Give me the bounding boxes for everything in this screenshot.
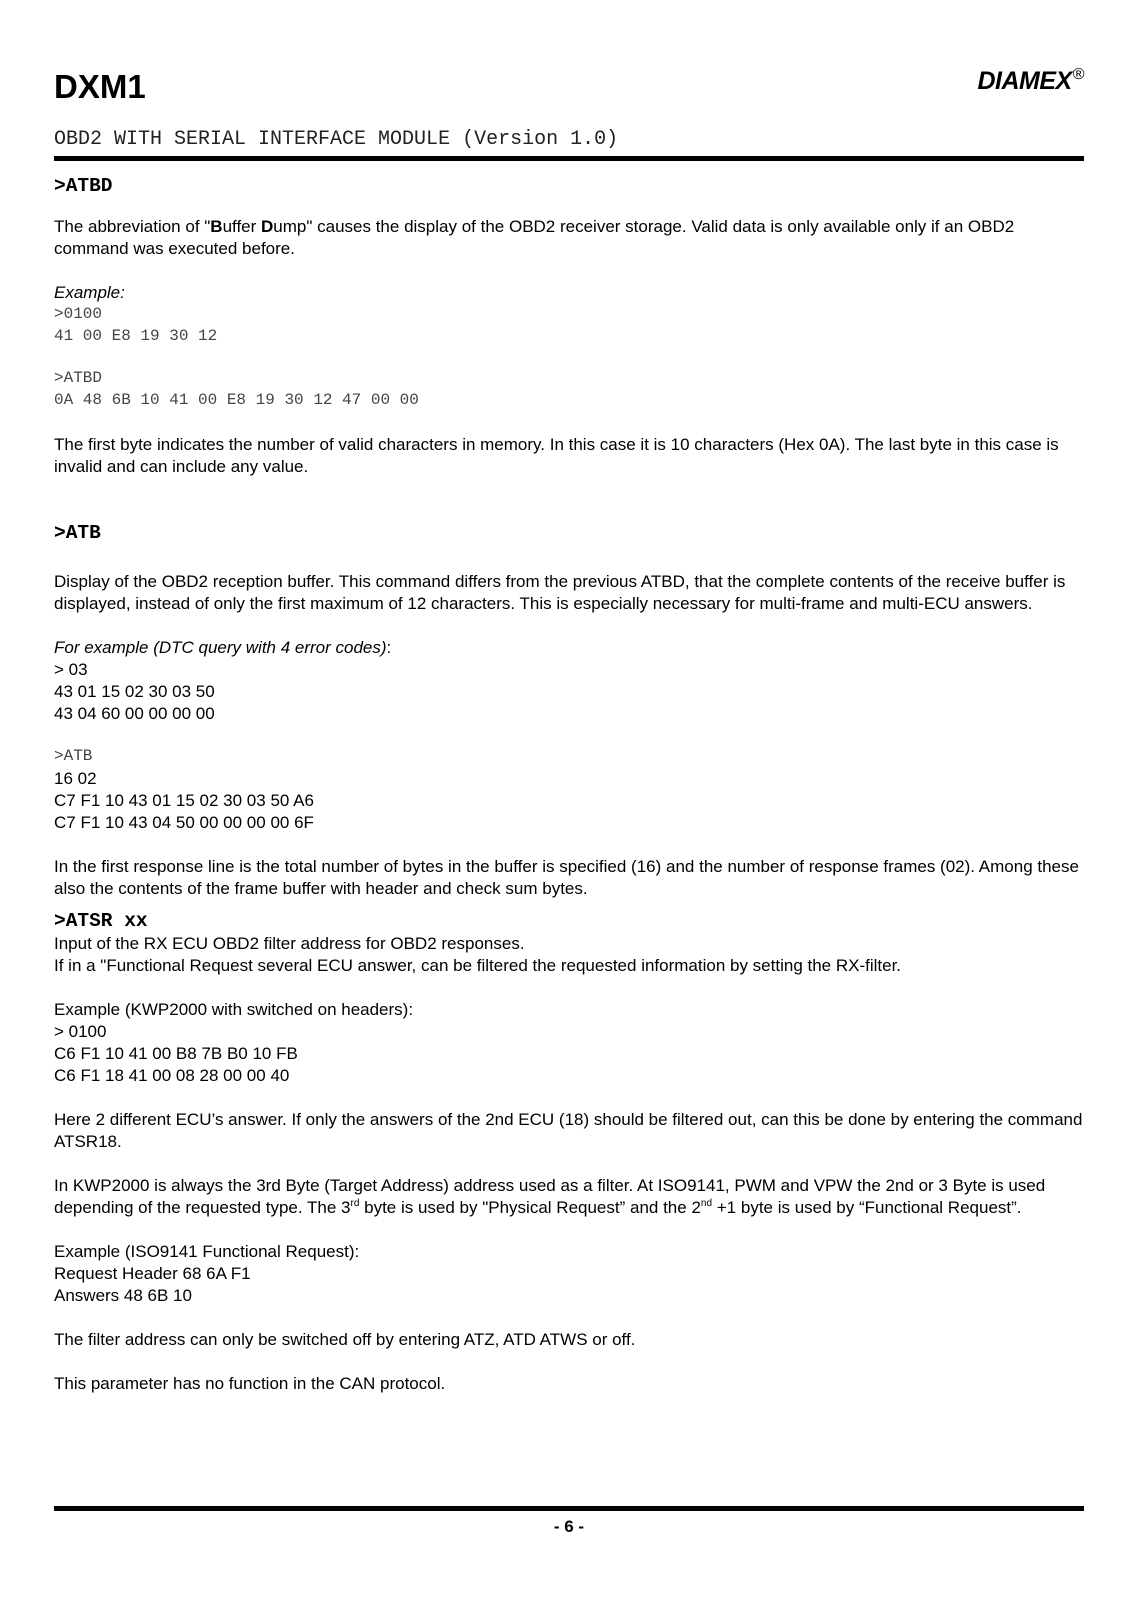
atsr-line: Input of the RX ECU OBD2 filter address for OBD2 responses. <box>54 933 525 953</box>
atb-example-label: For example (DTC query with 4 error codes): <box>54 638 392 657</box>
brand-logo <box>977 66 1084 96</box>
document-subtitle: OBD2 WITH SERIAL INTERFACE MODULE (Version 1.0) <box>54 128 619 151</box>
atb-response-line: 16 02 <box>54 768 97 788</box>
atb-example-line: 43 04 60 00 00 00 00 <box>54 704 215 723</box>
atsr-paragraph: Here 2 different ECU’s answer. If only the answers of the 2nd ECU (18) should be filtered out, can this be done by entering the command ATSR18. <box>54 1109 1083 1151</box>
atbd-code-line: 0A 48 6B 10 41 00 E8 19 30 12 47 00 00 <box>54 390 419 409</box>
document-page <box>54 0 1084 1600</box>
atsr-example2-line: Request Header 68 6A F1 <box>54 1263 251 1283</box>
atbd-description: The abbreviation of "Buffer Dump" causes the display of the OBD2 receiver storage. Valid data is only available only if an OBD2 command was executed before. <box>54 217 1015 258</box>
registered-mark: ® <box>1072 66 1084 83</box>
atb-example-line: > 03 <box>54 660 88 679</box>
atbd-note: The first byte indicates the number of valid characters in memory. In this case it is 10 characters (Hex 0A). The last byte in this case is invalid and can include any value. <box>54 435 1059 476</box>
section-heading-atsr: >ATSR xx <box>54 909 148 932</box>
atbd-example-label: Example: <box>54 283 125 302</box>
page-content <box>54 174 1084 1395</box>
atb-note: In the first response line is the total number of bytes in the buffer is specified (16) and the number of response frames (02). Among these also the contents of the frame buffer with header and check sum bytes. <box>54 856 1079 898</box>
atsr-example-label: Example (KWP2000 with switched on headers): <box>54 999 414 1019</box>
section-heading-atbd: >ATBD <box>54 175 113 197</box>
header-divider <box>54 156 1084 161</box>
atb-command: >ATB <box>54 747 93 765</box>
atsr-line: If in a "Functional Request several ECU answer, can be filtered the requested information by setting the RX-filter. <box>54 955 902 975</box>
atb-response-line: C7 F1 10 43 04 50 00 00 00 00 6F <box>54 812 314 832</box>
page-number: - 6 - <box>553 1517 585 1536</box>
atsr-example2-label: Example (ISO9141 Functional Request): <box>54 1241 360 1261</box>
atsr-paragraph-address: In KWP2000 is always the 3rd Byte (Target Address) address used as a filter. At ISO9141, PWM and VPW the 2nd or 3 Byte is used depending of the requested type. The 3rd byte is used by "Physical Request” and the 2nd +1 byte is used by “Functional Request”. <box>54 1175 1046 1217</box>
atsr-example-line: C6 F1 18 41 00 08 28 00 00 40 <box>54 1065 290 1085</box>
atbd-code-line: 41 00 E8 19 30 12 <box>54 326 218 345</box>
atb-example-line: 43 01 15 02 30 03 50 <box>54 682 215 701</box>
atsr-paragraph: The filter address can only be switched off by entering ATZ, ATD ATWS or off. <box>54 1329 636 1349</box>
atsr-example-line: > 0100 <box>54 1021 107 1041</box>
footer-divider <box>54 1506 1084 1511</box>
atb-response-line: C7 F1 10 43 01 15 02 30 03 50 A6 <box>54 790 314 810</box>
section-heading-atb: >ATB <box>54 522 101 544</box>
atsr-paragraph: This parameter has no function in the CAN protocol. <box>54 1373 446 1393</box>
atsr-example2-line: Answers 48 6B 10 <box>54 1285 192 1305</box>
document-title: DXM1 <box>54 68 146 105</box>
atbd-code-line: >ATBD <box>54 369 103 387</box>
brand-name: DIAMEX <box>977 67 1072 95</box>
atbd-code-line: >0100 <box>54 305 103 323</box>
atsr-example-line: C6 F1 10 41 00 B8 7B B0 10 FB <box>54 1043 298 1063</box>
atb-description: Display of the OBD2 reception buffer. This command differs from the previous ATBD, that the complete contents of the receive buffer is displayed, instead of only the first maximum of 12 characters. This is especially necessary for multi-frame and multi-ECU answers. <box>54 572 1066 613</box>
